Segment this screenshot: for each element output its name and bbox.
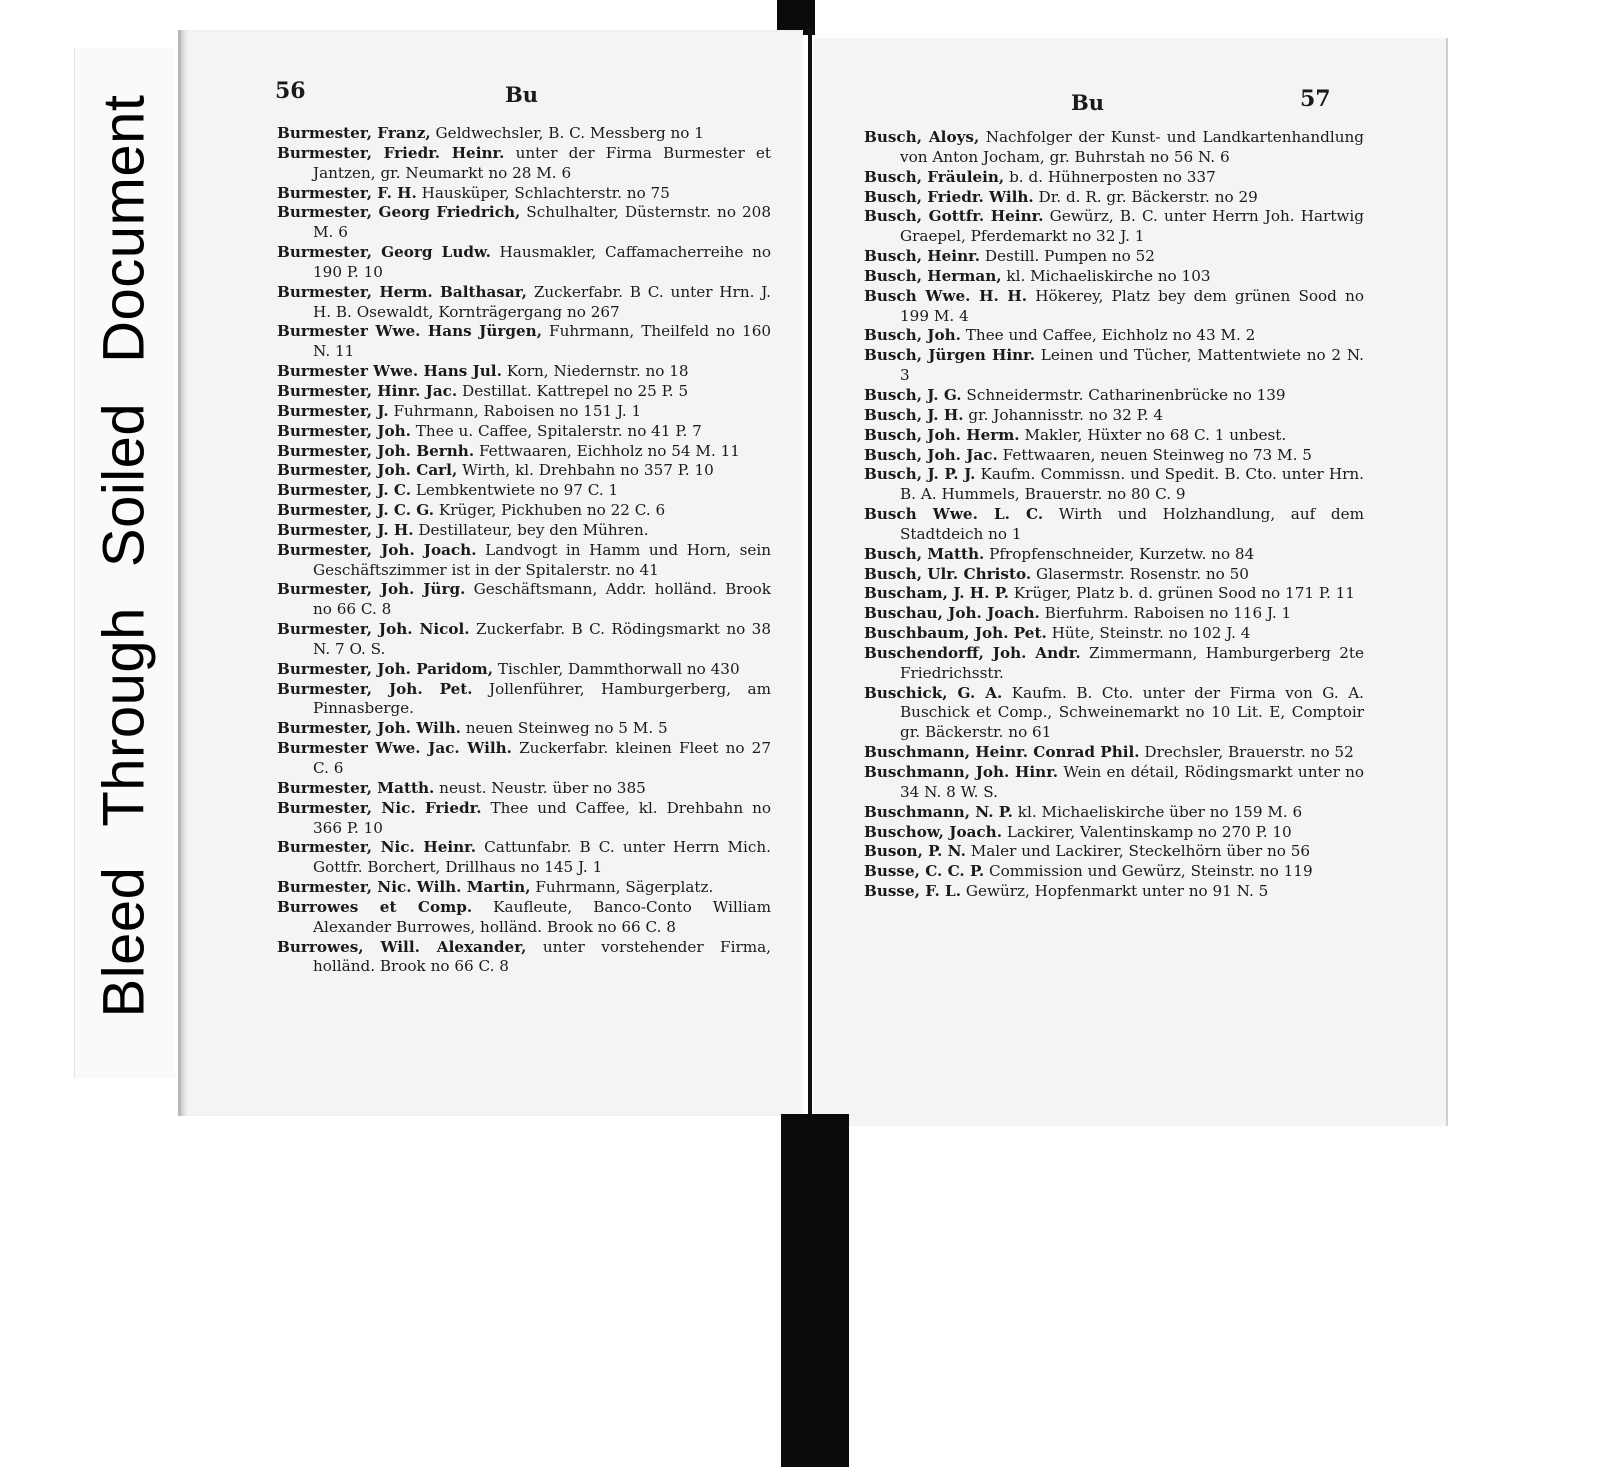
entry-name: Burmester, F. H. <box>277 183 417 202</box>
directory-entry <box>864 803 1364 823</box>
entry-details: Fuhrmann, Theilfeld no 160 N. 11 <box>313 322 772 361</box>
directory-entry <box>277 283 771 323</box>
directory-entry <box>864 188 1364 208</box>
entry-name: Burmester, Herm. Balthasar, <box>277 282 527 301</box>
directory-entry <box>277 620 771 660</box>
entry-details: Korn, Niedernstr. no 18 <box>506 362 689 381</box>
entry-name: Busch, Ulr. Christo. <box>864 564 1032 583</box>
entry-details: Destillat. Kattrepel no 25 P. 5 <box>462 381 689 400</box>
directory-entry <box>864 842 1364 862</box>
directory-entry <box>277 442 771 462</box>
entry-name: Busch, Gottfr. Heinr. <box>864 207 1044 226</box>
directory-entry <box>277 680 771 720</box>
directory-entry <box>864 446 1364 466</box>
entry-name: Buschmann, Joh. Hinr. <box>864 763 1059 781</box>
directory-entry <box>277 203 771 243</box>
directory-entry <box>864 584 1364 604</box>
entry-details: Bierfuhrm. Raboisen no 116 J. 1 <box>1044 604 1292 623</box>
directory-entry <box>864 465 1364 505</box>
entry-details: Makler, Hüxter no 68 C. 1 unbest. <box>1024 425 1287 444</box>
entry-name: Busch, J. H. <box>864 405 964 424</box>
entry-name: Burmester, Joh. Carl, <box>277 461 458 480</box>
entry-name: Burmester, Friedr. Heinr. <box>277 143 505 162</box>
directory-entry <box>864 267 1364 287</box>
entry-details: Cattunfabr. B C. unter Herrn Mich. Gottfr. Borchert, Drillhaus no 145 J. 1 <box>313 838 771 877</box>
entry-name: Burmester, J. C. <box>277 481 412 500</box>
entry-name: Buschbaum, Joh. Pet. <box>864 624 1047 643</box>
directory-entry <box>277 184 771 204</box>
entry-name: Buscham, J. H. P. <box>864 584 1009 603</box>
entry-details: gr. Johannisstr. no 32 P. 4 <box>968 405 1164 424</box>
entry-details: Thee und Caffee, Eichholz no 43 M. 2 <box>965 326 1256 345</box>
entry-details: Gewürz, Hopfenmarkt unter no 91 N. 5 <box>965 882 1269 901</box>
directory-entry <box>864 565 1364 585</box>
directory-entry <box>277 144 771 184</box>
directory-entry <box>864 386 1364 406</box>
entry-name: Busch, Friedr. Wilh. <box>864 187 1034 206</box>
stamp-word: Soiled <box>91 402 157 568</box>
directory-entry <box>864 128 1364 168</box>
directory-entry <box>277 739 771 779</box>
entry-name: Busch, Joh. Jac. <box>864 445 998 464</box>
entry-name: Burmester, Hinr. Jac. <box>277 381 458 400</box>
directory-entry <box>864 326 1364 346</box>
entry-name: Burmester, Nic. Wilh. Martin, <box>277 878 531 897</box>
entry-details: Maler und Lackirer, Steckelhörn über no 56 <box>970 842 1311 861</box>
directory-entry <box>864 505 1364 545</box>
directory-entry <box>864 406 1364 426</box>
entry-name: Busch Wwe. L. C. <box>864 505 1044 524</box>
entry-details: Zuckerfabr. B C. unter Hrn. J. H. B. Osewaldt, Kornträgergang no 267 <box>313 282 772 321</box>
entry-details: Pfropfenschneider, Kurzetw. no 84 <box>989 544 1255 563</box>
entry-name: Burmester, Joh. Jürg. <box>277 580 466 599</box>
directory-entry <box>864 545 1364 565</box>
entry-name: Buschau, Joh. Joach. <box>864 604 1040 623</box>
page-number: 57 <box>1300 86 1331 112</box>
directory-entry <box>277 481 771 501</box>
entry-details: neuen Steinweg no 5 M. 5 <box>465 719 668 738</box>
entry-details: unter der Firma Burmester et Jantzen, gr. Neumarkt no 28 M. 6 <box>313 143 772 182</box>
entry-name: Busch Wwe. H. H. <box>864 286 1028 305</box>
directory-entry <box>864 426 1364 446</box>
entry-name: Busch, J. P. J. <box>864 465 976 484</box>
directory-entry <box>277 521 771 541</box>
directory-entry <box>277 124 771 144</box>
entry-details: kl. Michaeliskirche no 103 <box>1006 266 1211 285</box>
entry-details: Fettwaaren, neuen Steinweg no 73 M. 5 <box>1002 445 1312 464</box>
condition-stamp-text <box>91 95 158 1018</box>
entry-details: unter vorstehender Firma, holländ. Brook no 66 C. 8 <box>313 937 771 976</box>
entry-details: Wirth, kl. Drehbahn no 357 P. 10 <box>462 461 714 480</box>
directory-entry <box>277 660 771 680</box>
directory-entry <box>277 402 771 422</box>
directory-entry <box>864 604 1364 624</box>
entry-details: Schneidermstr. Catharinenbrücke no 139 <box>966 385 1286 404</box>
directory-entry <box>277 382 771 402</box>
directory-entry <box>277 838 771 878</box>
entry-details: Zuckerfabr. kleinen Fleet no 27 C. 6 <box>313 739 771 777</box>
entry-name: Burmester, Joh. Pet. <box>277 679 473 698</box>
entry-details: Glasermstr. Rosenstr. no 50 <box>1035 564 1249 583</box>
directory-entry <box>277 938 771 978</box>
book-gutter <box>808 30 812 1120</box>
entry-details: Kaufleute, Banco-Conto William Alexander Burrowes, holländ. Brook no 66 C. 8 <box>313 897 772 936</box>
entry-name: Burrowes et Comp. <box>277 897 473 916</box>
directory-entry <box>277 799 771 839</box>
entry-name: Burmester, Joh. Paridom, <box>277 659 493 678</box>
entry-details: Zuckerfabr. B C. Rödingsmarkt no 38 N. 7 O. S. <box>313 620 771 658</box>
directory-entry <box>277 898 771 938</box>
entry-name: Burmester Wwe. Jac. Wilh. <box>277 739 512 758</box>
directory-entry <box>864 287 1364 327</box>
entry-details: Drechsler, Brauerstr. no 52 <box>1144 743 1354 762</box>
left-page <box>178 30 803 1116</box>
directory-entry <box>864 247 1364 267</box>
entry-details: Destill. Pumpen no 52 <box>984 247 1155 266</box>
entry-details: Hüte, Steinstr. no 102 J. 4 <box>1051 624 1251 643</box>
entry-name: Burmester, J. C. G. <box>277 501 435 520</box>
entry-name: Burmester, Joh. Joach. <box>277 540 477 559</box>
directory-entry <box>277 719 771 739</box>
entry-name: Burmester, Georg Friedrich, <box>277 203 521 222</box>
entry-name: Burmester, Nic. Heinr. <box>277 838 477 857</box>
entry-details: Krüger, Pickhuben no 22 C. 6 <box>438 501 666 520</box>
entry-name: Burmester, Matth. <box>277 778 435 797</box>
entry-details: Geldwechsler, B. C. Messberg no 1 <box>435 124 704 142</box>
stamp-word: Bleed <box>91 866 157 1018</box>
entry-name: Busse, F. L. <box>864 882 962 901</box>
entry-name: Busch, Fräulein, <box>864 167 1005 186</box>
entry-name: Busch, Matth. <box>864 544 985 563</box>
directory-entry <box>277 322 771 362</box>
directory-entry <box>277 422 771 442</box>
directory-list <box>864 128 1364 902</box>
entry-name: Burmester, Joh. Nicol. <box>277 620 470 639</box>
entry-details: Hausküper, Schlachterstr. no 75 <box>421 183 670 202</box>
entry-details: Jollenführer, Hamburgerberg, am Pinnasberge. <box>313 679 771 718</box>
entry-details: Schulhalter, Düsternstr. no 208 M. 6 <box>313 203 771 242</box>
entry-name: Buschow, Joach. <box>864 822 1002 841</box>
directory-list <box>277 124 771 977</box>
directory-entry <box>277 580 771 620</box>
entry-name: Burmester, Franz, <box>277 124 431 142</box>
entry-name: Buschmann, Heinr. Conrad Phil. <box>864 743 1140 762</box>
entry-name: Burmester, Nic. Friedr. <box>277 798 482 817</box>
entry-name: Burmester, Joh. <box>277 421 411 440</box>
entry-details: Lackirer, Valentinskamp no 270 P. 10 <box>1006 822 1292 841</box>
entry-details: Hökerey, Platz bey dem grünen Sood no 199 M. 4 <box>900 286 1364 325</box>
entry-name: Busse, C. C. P. <box>864 862 985 881</box>
entry-name: Busch, Aloys, <box>864 128 980 146</box>
directory-entry <box>864 346 1364 386</box>
entry-name: Busch, Herman, <box>864 266 1002 285</box>
entry-name: Burrowes, Will. Alexander, <box>277 937 527 956</box>
right-page <box>814 38 1448 1126</box>
directory-entry <box>277 501 771 521</box>
directory-entry <box>864 743 1364 763</box>
entry-details: Fuhrmann, Raboisen no 151 J. 1 <box>393 401 642 420</box>
entry-details: Fuhrmann, Sägerplatz. <box>535 878 714 897</box>
directory-entry <box>277 541 771 581</box>
directory-entry <box>864 684 1364 744</box>
entry-name: Busch, Jürgen Hinr. <box>864 346 1036 365</box>
entry-details: Zimmermann, Hamburgerberg 2te Friedrichsstr. <box>900 643 1365 682</box>
entry-name: Buschendorff, Joh. Andr. <box>864 643 1081 662</box>
running-header: Bu <box>1071 90 1105 115</box>
entry-name: Busch, Joh. <box>864 326 961 345</box>
entry-details: Leinen und Tücher, Mattentwiete no 2 N. 3 <box>900 346 1364 385</box>
entry-name: Burmester Wwe. Hans Jürgen, <box>277 322 542 341</box>
entry-details: Fettwaaren, Eichholz no 54 M. 11 <box>478 441 740 460</box>
entry-details: Kaufm. B. Cto. unter der Firma von G. A. Buschick et Comp., Schweinemarkt no 10 Lit. E, Comptoir gr. Bäckerstr. no 61 <box>900 683 1364 742</box>
directory-entry <box>864 823 1364 843</box>
running-header: Bu <box>505 82 539 107</box>
entry-details: Hausmakler, Caffamacherreihe no 190 P. 10 <box>313 243 772 281</box>
entry-details: Tischler, Dammthorwall no 430 <box>497 659 740 678</box>
entry-name: Buschick, G. A. <box>864 683 1003 702</box>
entry-details: kl. Michaeliskirche über no 159 M. 6 <box>1017 802 1303 821</box>
entry-name: Busch, J. G. <box>864 385 962 404</box>
directory-entry <box>277 878 771 898</box>
entry-details: Commission und Gewürz, Steinstr. no 119 <box>989 862 1313 881</box>
entry-name: Burmester, J. H. <box>277 520 414 539</box>
directory-entry <box>864 763 1364 803</box>
entry-details: Wein en détail, Rödingsmarkt unter no 34 N. 8 W. S. <box>900 763 1364 801</box>
directory-entry <box>864 644 1364 684</box>
directory-entry <box>864 862 1364 882</box>
entry-details: Gewürz, B. C. unter Herrn Joh. Hartwig Graepel, Pferdemarkt no 32 J. 1 <box>900 207 1365 246</box>
directory-entry <box>277 779 771 799</box>
entry-details: Krüger, Platz b. d. grünen Sood no 171 P. 11 <box>1013 584 1355 603</box>
stamp-word: Through <box>91 607 157 827</box>
entry-name: Busch, Heinr. <box>864 247 981 266</box>
entry-details: Landvogt in Hamm und Horn, sein Geschäftszimmer ist in der Spitalerstr. no 41 <box>313 540 771 579</box>
entry-details: neust. Neustr. über no 385 <box>439 778 646 797</box>
film-frame-bar-bottom <box>781 1114 849 1467</box>
entry-name: Burmester, Joh. Bernh. <box>277 441 475 460</box>
entry-details: Thee u. Caffee, Spitalerstr. no 41 P. 7 <box>415 421 702 440</box>
entry-details: Lembkentwiete no 97 C. 1 <box>415 481 619 500</box>
entry-details: Kaufm. Commissn. und Spedit. B. Cto. unter Hrn. B. A. Hummels, Brauerstr. no 80 C. 9 <box>900 465 1364 504</box>
entry-details: Wirth und Holzhandlung, auf dem Stadtdeich no 1 <box>900 505 1364 543</box>
stamp-word: Document <box>91 94 157 363</box>
entry-name: Burmester Wwe. Hans Jul. <box>277 362 502 381</box>
entry-details: Thee und Caffee, kl. Drehbahn no 366 P. 10 <box>313 798 771 837</box>
directory-entry <box>864 168 1364 188</box>
entry-details: Geschäftsmann, Addr. holländ. Brook no 66 C. 8 <box>313 580 771 619</box>
entry-name: Burmester, Georg Ludw. <box>277 243 491 262</box>
directory-entry <box>277 461 771 481</box>
entry-details: Destillateur, bey den Mühren. <box>418 520 649 539</box>
entry-name: Burmester, Joh. Wilh. <box>277 719 461 738</box>
page-number: 56 <box>275 78 306 104</box>
directory-entry <box>864 882 1364 902</box>
entry-name: Burmester, J. <box>277 401 389 420</box>
entry-details: Nachfolger der Kunst- und Landkartenhandlung von Anton Jocham, gr. Buhrstah no 56 N. 6 <box>900 128 1365 166</box>
directory-entry <box>864 624 1364 644</box>
entry-name: Buschmann, N. P. <box>864 802 1013 821</box>
entry-name: Busch, Joh. Herm. <box>864 425 1020 444</box>
directory-entry <box>277 362 771 382</box>
entry-name: Buson, P. N. <box>864 842 966 861</box>
entry-details: b. d. Hühnerposten no 337 <box>1009 167 1216 186</box>
directory-entry <box>277 243 771 283</box>
directory-entry <box>864 207 1364 247</box>
entry-details: Dr. d. R. gr. Bäckerstr. no 29 <box>1038 187 1258 206</box>
